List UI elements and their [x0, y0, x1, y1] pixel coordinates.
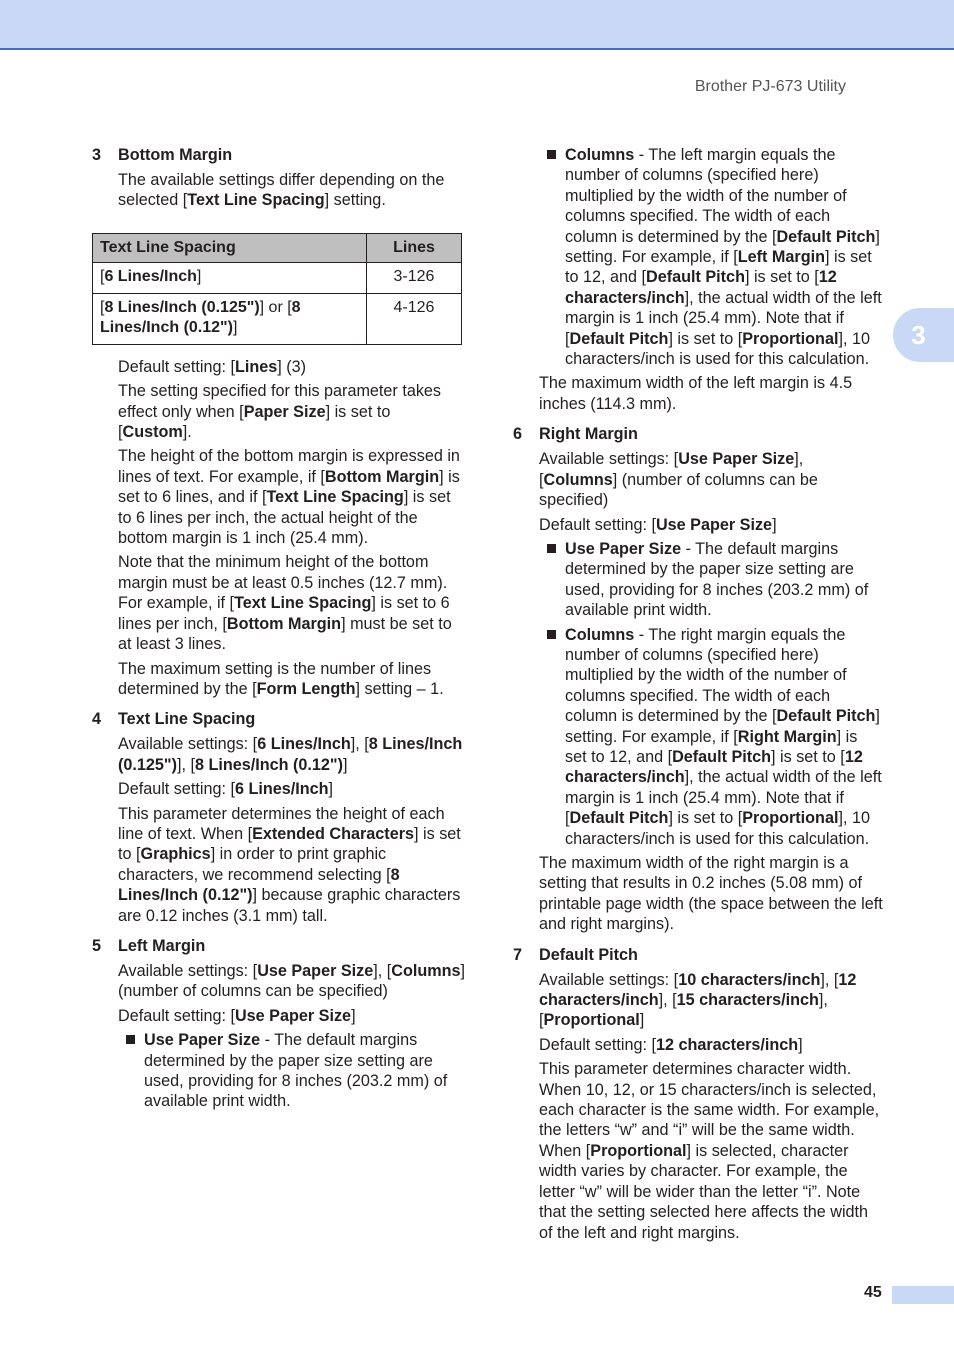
bullet-item: Use Paper Size - The default margins determined by the paper size setting are used, providing for 8 inches (203.2 mm) of available print width. [565, 539, 883, 621]
default-setting: Default setting: [Use Paper Size] [539, 515, 777, 534]
section-title: Default Pitch [539, 945, 638, 964]
available-settings: Available settings: [Use Paper Size], [Columns] (number of columns can be specified) [539, 450, 818, 510]
section-number: 6 [513, 425, 523, 444]
section-heading [92, 936, 467, 956]
square-bullet-icon [547, 544, 556, 553]
paragraph: This parameter determines character width. When 10, 12, or 15 characters/inch is selected, each character is the same width. For example, the letters “w” and “i” will be the same width. When [Proportional] is selected, character width varies by character. For example, the letter “w” will be wider than the letter “i”. Note that the setting selected here affects the width of the left and right margins. [539, 1060, 880, 1242]
table-header-lines: Lines [367, 233, 462, 262]
table-cell-lines: 3-126 [367, 262, 462, 293]
section-number: 3 [92, 146, 102, 164]
section-title: Text Line Spacing [118, 710, 256, 729]
left-column [92, 145, 467, 1122]
section-number: 7 [513, 945, 523, 964]
available-settings: Available settings: [10 characters/inch], [12 characters/inch], [15 characters/inch], [Proportional] [539, 970, 857, 1030]
square-bullet-icon [547, 630, 556, 639]
section-default-pitch [513, 945, 883, 1243]
paragraph: The maximum width of the left margin is 4.5 inches (114.3 mm). [539, 374, 853, 413]
top-header-band [0, 0, 954, 50]
section-number: 4 [92, 710, 102, 729]
text-line-spacing-table [92, 233, 462, 345]
bullet-item: Columns - The left margin equals the number of columns (specified here) multiplied by the width of the number of columns specified. The width of each column is determined by the [Default Pitch] setting. For example, if [Left Margin] is set to 12, and [Default Pitch] is set to [12 characters/inch], the actual width of the left margin is 1 inch (25.4 mm). Note that if [Default Pitch] is set to [Proportional], 10 characters/inch is used for this calculation. [565, 145, 883, 369]
square-bullet-icon [547, 150, 556, 159]
default-setting: Default setting: [Use Paper Size] [118, 1006, 356, 1025]
footer-band [892, 1286, 954, 1304]
section-title: Bottom Margin [118, 146, 233, 164]
paragraph: The maximum setting is the number of lines determined by the [Form Length] setting – 1. [118, 659, 444, 698]
intro-paragraph: The available settings differ depending on the selected [Text Line Spacing] setting. [118, 171, 445, 210]
section-number: 5 [92, 936, 102, 955]
available-settings: Available settings: [Use Paper Size], [Columns] (number of columns can be specified) [118, 961, 466, 1001]
section-heading [92, 709, 467, 729]
table-row [93, 293, 462, 344]
paragraph: The height of the bottom margin is expressed in lines of text. For example, if [Bottom Margin] is set to 6 lines, and if [Text Line Spacing] is set to 6 lines per inch, the actual height of the bottom margin is 1 inch (25.4 mm). [118, 447, 460, 548]
table-header-row [93, 233, 462, 262]
bullet-item: Use Paper Size - The default margins determined by the paper size setting are used, providing for 8 inches (203.2 mm) of available print width. [144, 1030, 467, 1112]
section-title: Right Margin [539, 425, 638, 444]
default-setting: Default setting: [12 characters/inch] [539, 1035, 803, 1054]
page-number: 45 [864, 1284, 882, 1301]
bullet-item: Columns - The right margin equals the number of columns (specified here) multiplied by the width of the number of columns specified. The width of each column is determined by the [Default Pitch] setting. For example, if [Right Margin] is set to 12, and [Default Pitch] is set to [12 characters/inch], the actual width of the left margin is 1 inch (25.4 mm). Note that if [Default Pitch] is set to [Proportional], 10 characters/inch is used for this calculation. [565, 625, 883, 849]
section-heading [513, 945, 883, 965]
section-bottom-margin [92, 145, 467, 699]
square-bullet-icon [126, 1035, 135, 1044]
table-row [93, 262, 462, 293]
section-right-margin [513, 424, 883, 934]
section-left-margin [92, 936, 467, 1112]
table-cell-spacing: [6 Lines/Inch] [93, 262, 367, 293]
section-title: Left Margin [118, 936, 206, 955]
paragraph: Note that the minimum height of the bottom margin must be at least 0.5 inches (12.7 mm). For example, if [Text Line Spacing] is set to 6 lines per inch, [Bottom Margin] must be set to at least 3 lines. [118, 553, 452, 654]
table-cell-spacing: [8 Lines/Inch (0.125")] or [8 Lines/Inch (0.12")] [93, 293, 367, 344]
section-left-margin-continued [513, 145, 883, 414]
paragraph: The maximum width of the right margin is a setting that results in 0.2 inches (5.08 mm) of printable page width (the space between the left and right margins). [539, 854, 883, 934]
paragraph: The setting specified for this parameter takes effect only when [Paper Size] is set to [Custom]. [118, 382, 442, 442]
default-setting: Default setting: [Lines] (3) [118, 357, 307, 376]
section-text-line-spacing [92, 709, 467, 926]
table-header-spacing: Text Line Spacing [93, 233, 367, 262]
section-heading [513, 424, 883, 444]
available-settings: Available settings: [6 Lines/Inch], [8 Lines/Inch (0.125")], [8 Lines/Inch (0.12")] [118, 735, 463, 774]
right-column [513, 145, 883, 1253]
section-heading [92, 145, 467, 165]
chapter-tab[interactable]: 3 [893, 308, 954, 362]
paragraph: This parameter determines the height of each line of text. When [Extended Characters] is set to [Graphics] in order to print graphic characters, we recommend selecting [8 Lines/Inch (0.12")] because graphic characters are 0.12 inches (3.1 mm) tall. [118, 804, 461, 925]
running-header: Brother PJ-673 Utility [694, 78, 846, 95]
table-cell-lines: 4-126 [367, 293, 462, 344]
default-setting: Default setting: [6 Lines/Inch] [118, 780, 334, 799]
